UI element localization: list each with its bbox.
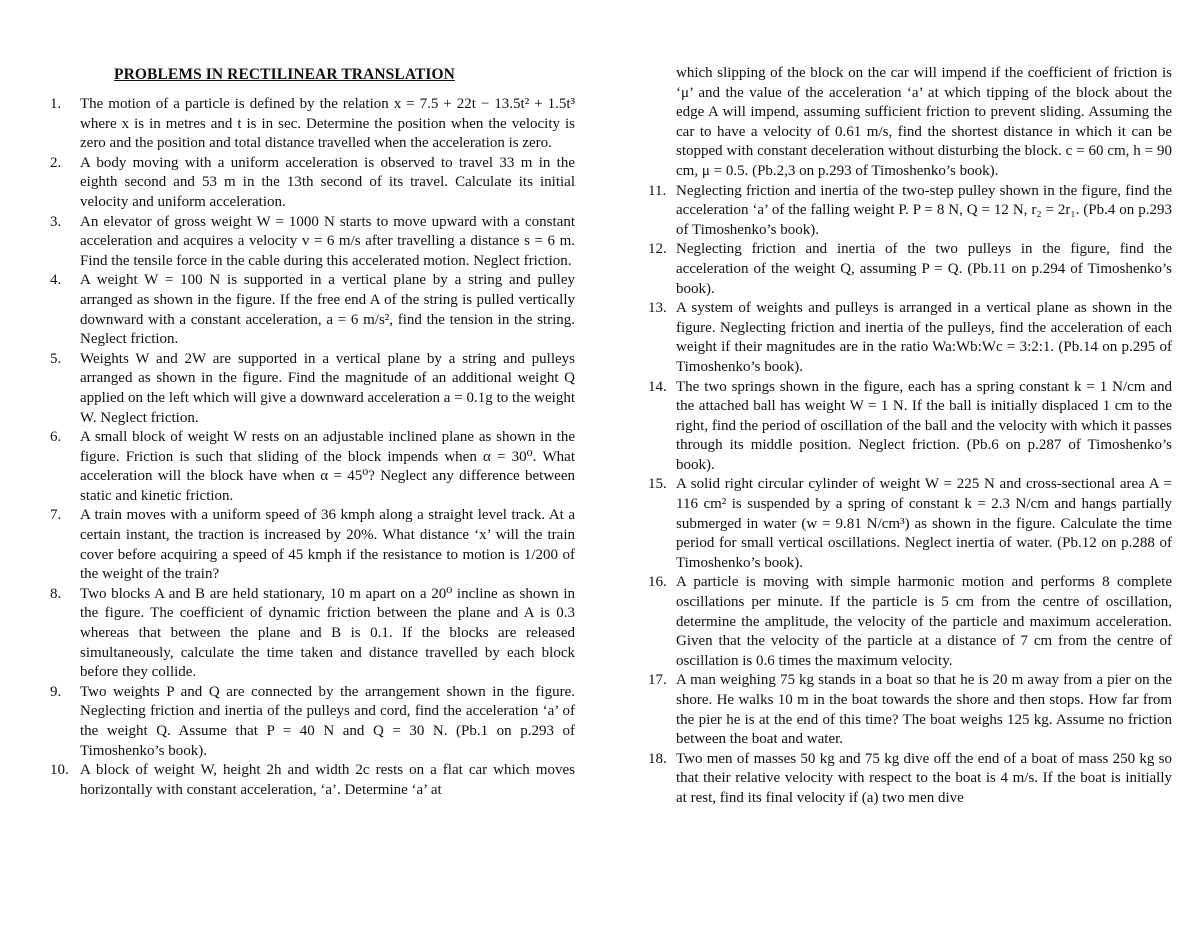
problem-number: 15.: [648, 476, 667, 493]
problem-text: A particle is moving with simple harmonic motion and performs 8 complete oscillations per minute. If the particle is 5 cm from the centre of oscillation, determine the amplitude, the velocity of the particle and maximum acceleration. Given that the velocity of the particle at a distance of 7 cm from the centre of oscillation is 0.6 times the maximum velocity.: [676, 574, 1172, 669]
problem-number: 17.: [648, 672, 667, 689]
problem-number: 10.: [50, 762, 69, 779]
problem-item: [648, 299, 1172, 377]
problem-number: 1.: [50, 96, 62, 112]
problem-number: 16.: [648, 574, 667, 591]
problem-text: Neglecting friction and inertia of the two pulleys in the figure, find the acceleration of the weight Q, assuming P = Q. (Pb.11 on p.294 of Timoshenko’s book).: [676, 241, 1172, 297]
left-column: [50, 64, 575, 800]
problem-text: Two men of masses 50 kg and 75 kg dive off the end of a boat of mass 250 kg so that their relative velocity with respect to the boat is 4 m/s. If the boat is initially at rest, find its final velocity if (a) two men dive: [676, 750, 1172, 806]
problem-number: 5.: [50, 350, 62, 367]
problem-text: A man weighing 75 kg stands in a boat so that he is 20 m away from a pier on the shore. He walks 10 m in the boat towards the shore and then stops. How far from the pier he is at the end of this time? The boat weighs 125 kg. Assume no friction between the boat and water.: [676, 672, 1172, 748]
problem-item: [50, 213, 575, 272]
page-title: PROBLEMS IN RECTILINEAR TRANSLATION: [114, 66, 455, 83]
problem-text: An elevator of gross weight W = 1000 N starts to move upward with a constant acceleration and acquires a velocity v = 6 m/s after travelling a distance s = 6 m. Find the tensile force in the cable during this accelerated motion. Neglect friction.: [80, 213, 575, 269]
problem-item: [50, 154, 575, 213]
problem-number: 6.: [50, 429, 62, 446]
right-column: [648, 64, 1172, 809]
problem-item: [50, 506, 575, 584]
problem-text: A block of weight W, height 2h and width 2c rests on a flat car which moves horizontally with constant acceleration, ‘a’. Determine ‘a’ at: [80, 762, 575, 798]
problem-text: A solid right circular cylinder of weight W = 225 N and cross-sectional area A = 116 cm² is suspended by a spring of constant k = 2.3 N/cm and hangs partially submerged in water (w = 9.81 N/cm³) as shown in the figure. Calculate the time period for small vertical oscillations. Neglect inertia of water. (Pb.12 on p.288 of Timoshenko’s book).: [676, 476, 1172, 571]
problem-text: A weight W = 100 N is supported in a vertical plane by a string and pulley arranged as shown in the figure. If the free end A of the string is pulled vertically downward with a constant acceleration, a = 6 m/s², find the tension in the string. Neglect friction.: [80, 272, 575, 348]
problem-number: 14.: [648, 378, 667, 395]
problem-list-right: [648, 182, 1172, 809]
problem-number: 4.: [50, 272, 62, 289]
problem-number: 9.: [50, 683, 62, 700]
problem-text: The two springs shown in the figure, each has a spring constant k = 1 N/cm and the attached ball has weight W = 1 N. If the ball is initially displaced 1 cm to the right, find the period of oscillation of the ball and the velocity with which it passes through its middle position. Neglect friction. (Pb.6 on p.287 of Timoshenko’s book).: [676, 378, 1172, 473]
problem-item: [648, 750, 1172, 809]
problem-text: Two weights P and Q are connected by the arrangement shown in the figure. Neglecting friction and inertia of the pulleys and cord, find the acceleration ‘a’ of the weight Q. Assume that P = 40 N and Q = 30 N. (Pb.1 on p.293 of Timoshenko’s book).: [80, 683, 575, 759]
problem-item: [50, 350, 575, 428]
problem-item: [648, 182, 1172, 241]
problem-item: [648, 378, 1172, 476]
problem-number: 12.: [648, 241, 667, 258]
problem-number: 18.: [648, 750, 667, 767]
problem-item: [50, 761, 575, 800]
problem-list-left: [50, 95, 575, 800]
problem-item: [648, 240, 1172, 299]
problem-text: A body moving with a uniform acceleration is observed to travel 33 m in the eighth second and 53 m in the 13th second of its travel. Calculate its initial velocity and uniform acceleration.: [80, 154, 575, 210]
problem-text: A train moves with a uniform speed of 36 kmph along a straight level track. At a certain instant, the traction is increased by 20%. What distance ‘x’ will the train cover before acquiring a speed of 45 kmph if the resistance to motion is 1/200 of the weight of the train?: [80, 507, 575, 583]
problem-text: Two blocks A and B are held stationary, 10 m apart on a 20⁰ incline as shown in the figure. The coefficient of dynamic friction between the plane and A is 0.3 whereas that between the plane and B is 0.1. If the blocks are released simultaneously, calculate the time taken and distance travelled by each block before they collide.: [80, 585, 575, 681]
problem-item: [648, 671, 1172, 749]
problem-number: 13.: [648, 300, 667, 317]
problem-item: [50, 95, 575, 154]
problem-number: 2.: [50, 154, 62, 171]
problem-item: [50, 428, 575, 506]
problem-item: [648, 573, 1172, 671]
problem-10-continuation: which slipping of the block on the car will impend if the coefficient of friction is ‘μ’ and the value of the acceleration ‘a’ at which tipping of the block about the edge A will impend, assuming sufficient friction to prevent sliding. Assuming the car to have a velocity of 0.61 m/s, find the shortest distance in which it can be stopped with constant deceleration without disturbing the block. c = 60 cm, h = 90 cm, μ = 0.5. (Pb.2,3 on p.293 of Timoshenko’s book).: [676, 65, 1172, 179]
problem-number: 3.: [50, 213, 62, 230]
problem-number: 8.: [50, 585, 62, 602]
problem-item: [50, 585, 575, 683]
problem-item: [50, 271, 575, 349]
problem-item: [648, 475, 1172, 573]
problem-text: Neglecting friction and inertia of the two-step pulley shown in the figure, find the acceleration ‘a’ of the falling weight P. P = 8 N, Q = 12 N, r₂ = 2r₁. (Pb.4 on p.293 of Timoshenko’s book).: [676, 182, 1172, 238]
problem-number: 7.: [50, 507, 62, 524]
problem-text: A system of weights and pulleys is arranged in a vertical plane as shown in the figure. Neglecting friction and inertia of the pulleys, find the acceleration of each weight if their magnitudes are in the ratio Wa:Wb:Wc = 3:2:1. (Pb.14 on p.295 of Timoshenko’s book).: [676, 300, 1172, 375]
problem-item: [50, 683, 575, 761]
problem-text: Weights W and 2W are supported in a vertical plane by a string and pulleys arranged as shown in the figure. Find the magnitude of an additional weight Q applied on the left which will give a downward acceleration a = 0.1g to the weight W. Neglect friction.: [80, 350, 575, 426]
problem-text: A small block of weight W rests on an adjustable inclined plane as shown in the figure. Friction is such that sliding of the block impends when α = 30⁰. What acceleration will the block have when α = 45⁰? Neglect any difference between static and kinetic friction.: [80, 429, 575, 504]
problem-text: The motion of a particle is defined by the relation x = 7.5 + 22t − 13.5t² + 1.5t³ where x is in metres and t is in sec. Determine the position when the velocity is zero and the position and total distance travelled when the acceleration is zero.: [80, 96, 575, 152]
problem-number: 11.: [648, 182, 667, 199]
